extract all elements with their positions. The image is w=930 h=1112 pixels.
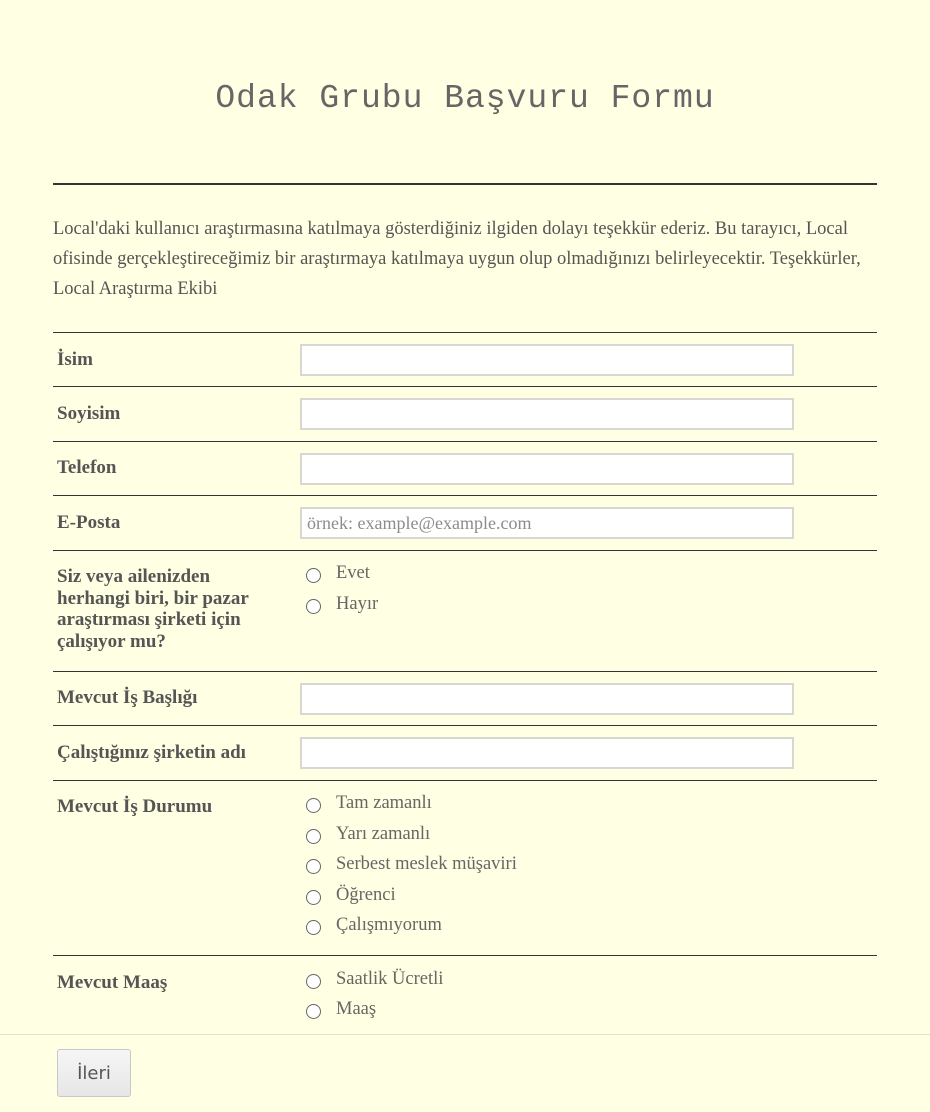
employment-label: Mevcut İş Durumu <box>57 796 213 817</box>
email-label: E-Posta <box>57 512 121 533</box>
first-name-input[interactable] <box>300 344 794 376</box>
radio-button[interactable] <box>306 890 321 905</box>
row-divider <box>53 386 877 387</box>
radio-label: Maaş <box>336 998 377 1019</box>
form-intro: Local'daki kullanıcı araştırmasına katılmaya gösterdiğiniz ilgiden dolayı teşekkür ederiz. Bu tarayıcı, Local ofisinde gerçekleştireceğimiz bir araştırmaya katılmaya uygun olup olmadığınızı belirleyecektir. Teşekkürler, Local Araştırma Ekibi <box>53 219 861 299</box>
row-divider <box>53 725 877 726</box>
market-research-label: Siz veya ailenizden herhangi biri, bir pazar araştırması şirketi için çalışıyor mu? <box>57 566 249 652</box>
radio-label: Tam zamanlı <box>336 792 432 813</box>
job-title-input[interactable] <box>300 683 794 715</box>
radio-label: Evet <box>336 562 370 583</box>
row-divider <box>53 780 877 781</box>
radio-button[interactable] <box>306 859 321 874</box>
first-name-label: İsim <box>57 349 93 370</box>
form-title: Odak Grubu Başvuru Formu <box>215 80 715 117</box>
salary-label: Mevcut Maaş <box>57 972 168 993</box>
radio-option-freelance[interactable] <box>306 852 517 876</box>
last-name-input[interactable] <box>300 398 794 430</box>
row-divider <box>53 495 877 496</box>
radio-label: Çalışmıyorum <box>336 914 442 935</box>
radio-button[interactable] <box>306 599 321 614</box>
row-divider <box>53 441 877 442</box>
last-name-label: Soyisim <box>57 403 121 424</box>
radio-button[interactable] <box>306 798 321 813</box>
radio-option-student[interactable] <box>306 883 396 907</box>
radio-label: Serbest meslek müşaviri <box>336 853 517 874</box>
radio-button[interactable] <box>306 1004 321 1019</box>
phone-input[interactable] <box>300 453 794 485</box>
radio-label: Öğrenci <box>336 884 396 905</box>
row-divider <box>53 955 877 956</box>
radio-option-yes[interactable] <box>306 561 370 585</box>
company-input[interactable] <box>300 737 794 769</box>
radio-option-part-time[interactable] <box>306 822 430 846</box>
radio-label: Saatlik Ücretli <box>336 968 444 989</box>
radio-option-unemployed[interactable] <box>306 913 442 937</box>
radio-button[interactable] <box>306 829 321 844</box>
phone-label: Telefon <box>57 457 117 478</box>
radio-button[interactable] <box>306 974 321 989</box>
footer-bar <box>0 1034 930 1112</box>
radio-option-salary[interactable] <box>306 997 376 1021</box>
next-button[interactable]: İleri <box>57 1049 131 1097</box>
row-divider <box>53 671 877 672</box>
radio-button[interactable] <box>306 920 321 935</box>
radio-option-full-time[interactable] <box>306 791 432 815</box>
company-label: Çalıştığınız şirketin adı <box>57 742 246 763</box>
radio-option-hourly[interactable] <box>306 967 443 991</box>
email-input[interactable] <box>300 507 794 539</box>
radio-option-no[interactable] <box>306 592 378 616</box>
row-divider <box>53 332 877 333</box>
title-divider <box>53 183 877 185</box>
job-title-label: Mevcut İş Başlığı <box>57 687 198 708</box>
radio-button[interactable] <box>306 568 321 583</box>
row-divider <box>53 550 877 551</box>
radio-label: Hayır <box>336 593 379 614</box>
radio-label: Yarı zamanlı <box>336 823 431 844</box>
